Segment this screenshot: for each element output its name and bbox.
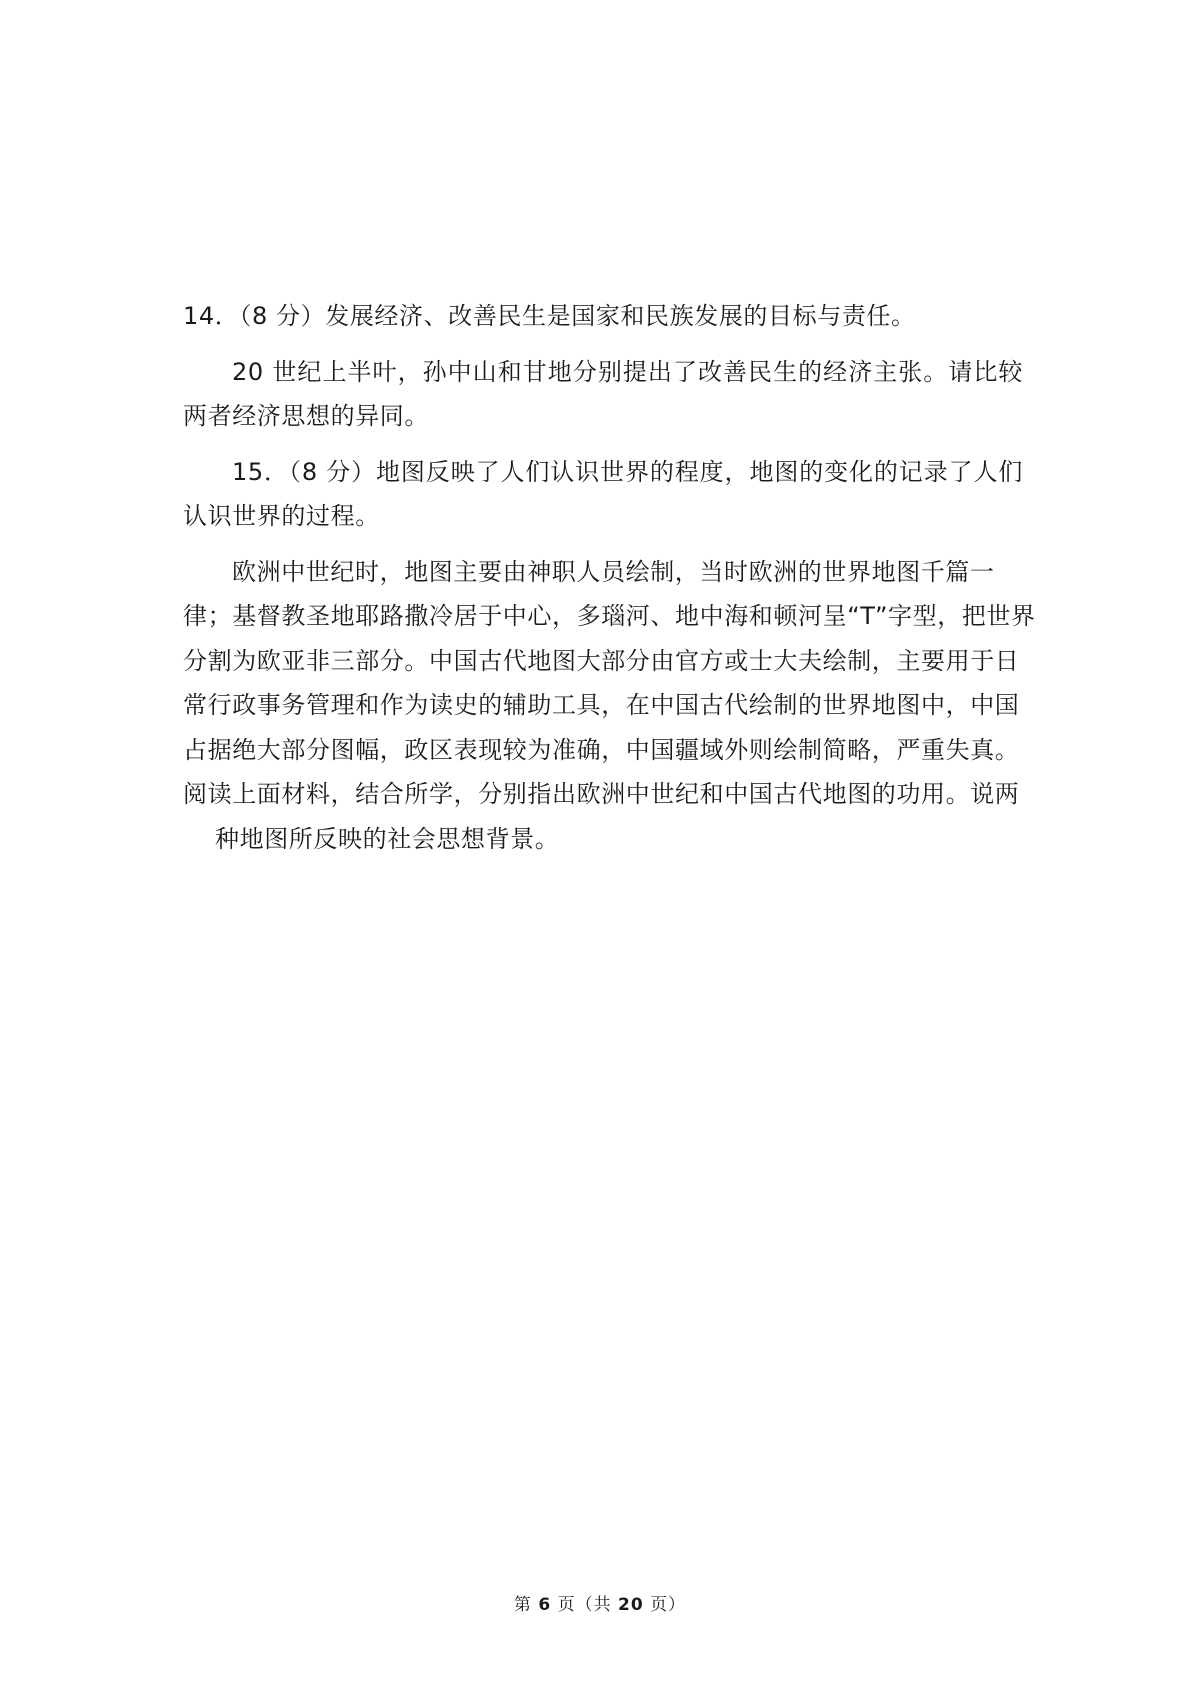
footer-middle: 页（共 [557, 1595, 612, 1615]
question-15-material [183, 550, 1036, 862]
material-line: 占据绝大部分图幅，政区表现较为准确，中国疆域外则绘制简略，严重失真。 [183, 735, 1020, 764]
material-line: 欧洲中世纪时，地图主要由神职人员绘制，当时欧洲的世界地图千篇一 [232, 557, 995, 586]
material-line: 阅读上面材料，结合所学，分别指出欧洲中世纪和中国古代地图的功用。说两 [183, 780, 1020, 808]
material-line: 律；基督教圣地耶路撒冷居于中心，多瑙河、地中海和顿河呈“T”字型，把世界 [183, 602, 1036, 630]
material-line: 常行政事务管理和作为读史的辅助工具，在中国古代绘制的世界地图中，中国 [183, 691, 1020, 719]
question-14-prompt: 14．（8 分）发展经济、改善民生是国家和民族发展的目标与责任。 [183, 302, 916, 330]
footer-page-number: 6 [538, 1595, 552, 1615]
footer-total-pages: 20 [617, 1595, 644, 1615]
footer-prefix: 第 [513, 1595, 532, 1615]
material-line: 分割为欧亚非三部分。中国古代地图大部分由官方或士大夫绘制，主要用于日 [183, 646, 1020, 675]
question-15-prompt: 15．（8 分）地图反映了人们认识世界的程度，地图的变化的记录了人们认识世界的过程。 [183, 457, 1023, 530]
question-content [183, 294, 1036, 872]
question-14-material: 20 世纪上半叶，孙中山和甘地分别提出了改善民生的经济主张。请比较两者经济思想的异同。 [183, 357, 1023, 430]
material-line: 种地图所反映的社会思想背景。 [215, 824, 560, 853]
page-footer [0, 1590, 1200, 1615]
footer-suffix: 页） [650, 1595, 687, 1615]
